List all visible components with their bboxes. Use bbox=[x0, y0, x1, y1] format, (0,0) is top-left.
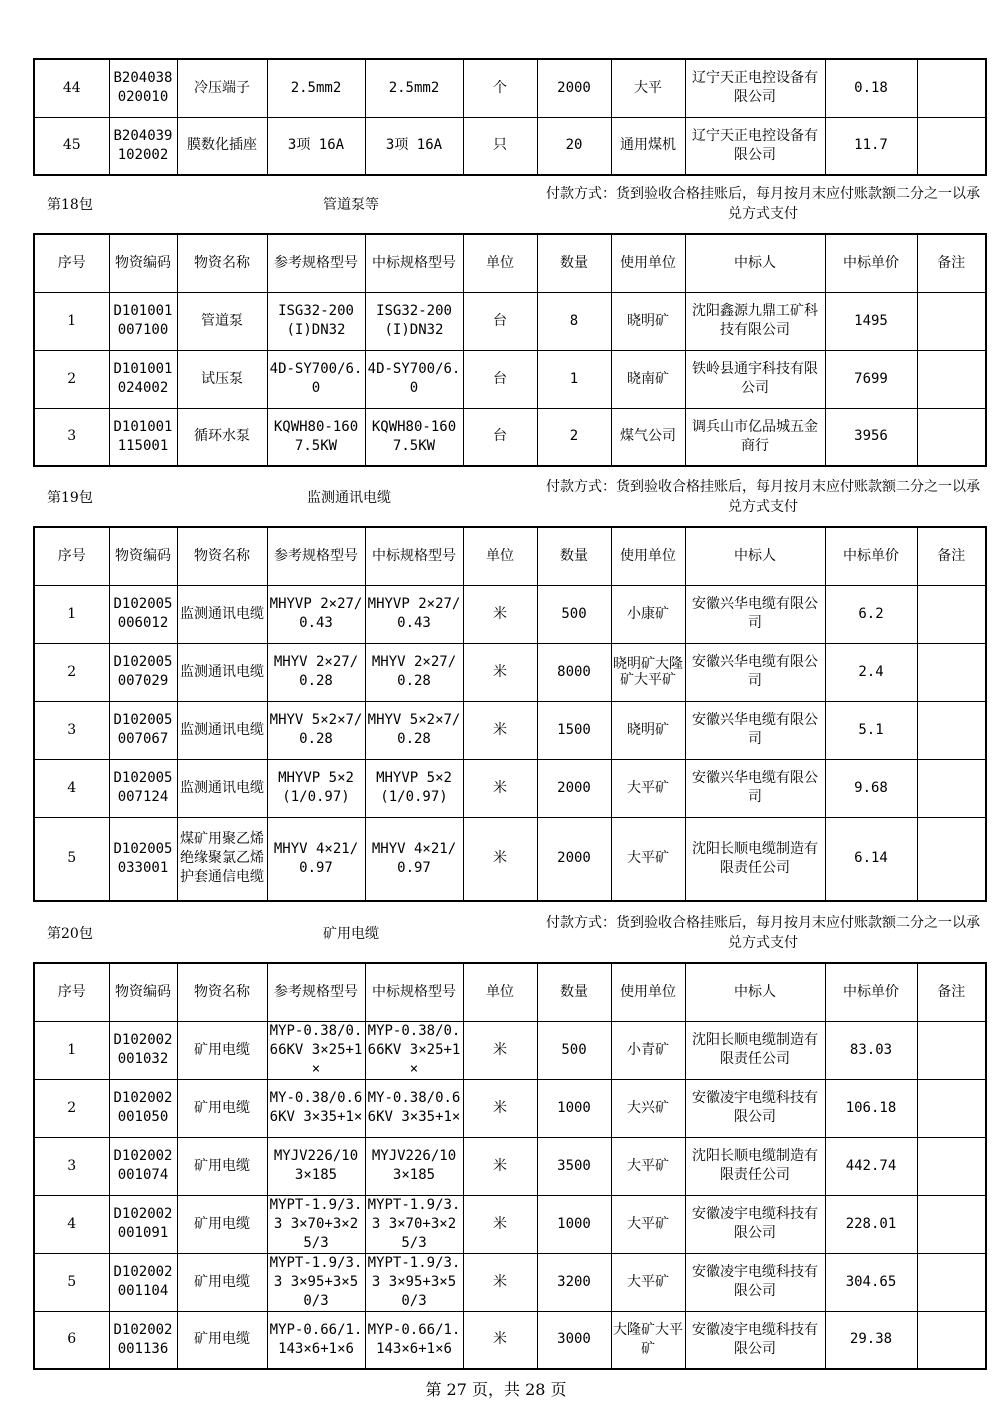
user-cell: 大平矿 bbox=[611, 1253, 685, 1311]
winner-cell: 辽宁天正电控设备有限公司 bbox=[685, 117, 825, 175]
bid-spec-cell: MYP-0.38/0.66KV 3×25+1× bbox=[365, 1021, 463, 1079]
column-header: 中标单价 bbox=[825, 963, 917, 1021]
seq-cell: 1 bbox=[34, 292, 109, 350]
continuation-table bbox=[33, 58, 987, 176]
qty-cell: 2000 bbox=[537, 59, 611, 117]
note-cell bbox=[917, 408, 986, 466]
note-cell bbox=[917, 817, 986, 901]
unit-cell: 个 bbox=[463, 59, 537, 117]
column-header: 数量 bbox=[537, 963, 611, 1021]
note-cell bbox=[917, 1079, 986, 1137]
qty-cell: 3500 bbox=[537, 1137, 611, 1195]
user-cell: 晓明矿 bbox=[611, 292, 685, 350]
note-cell bbox=[917, 701, 986, 759]
seq-cell: 3 bbox=[34, 1137, 109, 1195]
note-cell bbox=[917, 1137, 986, 1195]
package-number: 第18包 bbox=[47, 197, 93, 213]
unit-cell: 米 bbox=[463, 759, 537, 817]
header-row bbox=[34, 963, 986, 1021]
column-header: 中标人 bbox=[685, 527, 825, 585]
user-cell: 晓南矿 bbox=[611, 350, 685, 408]
column-header: 物资编码 bbox=[109, 527, 177, 585]
name-cell: 监测通讯电缆 bbox=[177, 585, 267, 643]
qty-cell: 3000 bbox=[537, 1311, 611, 1369]
package-heading bbox=[33, 182, 985, 232]
winner-cell: 调兵山市亿品城五金商行 bbox=[685, 408, 825, 466]
unit-cell: 米 bbox=[463, 643, 537, 701]
table-row bbox=[34, 1311, 986, 1369]
name-cell: 管道泵 bbox=[177, 292, 267, 350]
table-row bbox=[34, 59, 986, 117]
column-header: 使用单位 bbox=[611, 527, 685, 585]
code-cell: D101001115001 bbox=[109, 408, 177, 466]
qty-cell: 20 bbox=[537, 117, 611, 175]
column-header: 数量 bbox=[537, 234, 611, 292]
winner-cell: 安徽凌宇电缆科技有限公司 bbox=[685, 1195, 825, 1253]
seq-cell: 4 bbox=[34, 1195, 109, 1253]
name-cell: 煤矿用聚乙烯绝缘聚氯乙烯护套通信电缆 bbox=[177, 817, 267, 901]
note-cell bbox=[917, 1253, 986, 1311]
ref-spec-cell: 4D-SY700/6.0 bbox=[267, 350, 365, 408]
winner-cell: 安徽兴华电缆有限公司 bbox=[685, 759, 825, 817]
unit-cell: 米 bbox=[463, 1079, 537, 1137]
code-cell: D102002001104 bbox=[109, 1253, 177, 1311]
price-cell: 6.14 bbox=[825, 817, 917, 901]
qty-cell: 1 bbox=[537, 350, 611, 408]
ref-spec-cell: MYPT-1.9/3.3 3×95+3×50/3 bbox=[267, 1253, 365, 1311]
column-header: 序号 bbox=[34, 234, 109, 292]
package-number: 第19包 bbox=[47, 490, 93, 506]
price-cell: 2.4 bbox=[825, 643, 917, 701]
qty-cell: 8 bbox=[537, 292, 611, 350]
bid-spec-cell: 4D-SY700/6.0 bbox=[365, 350, 463, 408]
winner-cell: 安徽凌宇电缆科技有限公司 bbox=[685, 1079, 825, 1137]
unit-cell: 米 bbox=[463, 1137, 537, 1195]
code-cell: B204039102002 bbox=[109, 117, 177, 175]
table-row bbox=[34, 1079, 986, 1137]
bid-spec-cell: MY-0.38/0.66KV 3×35+1× bbox=[365, 1079, 463, 1137]
price-cell: 83.03 bbox=[825, 1021, 917, 1079]
column-header: 中标单价 bbox=[825, 527, 917, 585]
package-table bbox=[33, 526, 987, 902]
ref-spec-cell: KQWH80-1607.5KW bbox=[267, 408, 365, 466]
column-header: 参考规格型号 bbox=[267, 234, 365, 292]
payment-terms: 付款方式：货到验收合格挂账后，每月按月末应付账款额二分之一以承兑方式支付 bbox=[546, 479, 980, 515]
column-header: 备注 bbox=[917, 234, 986, 292]
package-table bbox=[33, 962, 987, 1370]
price-cell: 106.18 bbox=[825, 1079, 917, 1137]
price-cell: 7699 bbox=[825, 350, 917, 408]
table-row bbox=[34, 350, 986, 408]
price-cell: 1495 bbox=[825, 292, 917, 350]
name-cell: 监测通讯电缆 bbox=[177, 643, 267, 701]
seq-cell: 45 bbox=[34, 117, 109, 175]
price-cell: 11.7 bbox=[825, 117, 917, 175]
column-header: 序号 bbox=[34, 527, 109, 585]
bid-spec-cell: MHYVP 2×27/0.43 bbox=[365, 585, 463, 643]
column-header: 参考规格型号 bbox=[267, 527, 365, 585]
column-header: 中标人 bbox=[685, 234, 825, 292]
ref-spec-cell: ISG32-200(I)DN32 bbox=[267, 292, 365, 350]
winner-cell: 沈阳鑫源九鼎工矿科技有限公司 bbox=[685, 292, 825, 350]
user-cell: 大平矿 bbox=[611, 1195, 685, 1253]
winner-cell: 安徽凌宇电缆科技有限公司 bbox=[685, 1311, 825, 1369]
header-row bbox=[34, 527, 986, 585]
winner-cell: 安徽兴华电缆有限公司 bbox=[685, 701, 825, 759]
note-cell bbox=[917, 292, 986, 350]
price-cell: 0.18 bbox=[825, 59, 917, 117]
name-cell: 矿用电缆 bbox=[177, 1021, 267, 1079]
ref-spec-cell: MYJV226/10 3×185 bbox=[267, 1137, 365, 1195]
column-header: 备注 bbox=[917, 527, 986, 585]
seq-cell: 6 bbox=[34, 1311, 109, 1369]
unit-cell: 台 bbox=[463, 350, 537, 408]
package-title: 管道泵等 bbox=[323, 197, 379, 213]
ref-spec-cell: MYPT-1.9/3.3 3×70+3×25/3 bbox=[267, 1195, 365, 1253]
ref-spec-cell: MHYVP 2×27/0.43 bbox=[267, 585, 365, 643]
seq-cell: 4 bbox=[34, 759, 109, 817]
bid-spec-cell: MHYV 2×27/0.28 bbox=[365, 643, 463, 701]
ref-spec-cell: MHYV 5×2×7/0.28 bbox=[267, 701, 365, 759]
user-cell: 煤气公司 bbox=[611, 408, 685, 466]
code-cell: D102002001032 bbox=[109, 1021, 177, 1079]
bid-spec-cell: ISG32-200(I)DN32 bbox=[365, 292, 463, 350]
price-cell: 6.2 bbox=[825, 585, 917, 643]
bid-spec-cell: MHYV 5×2×7/0.28 bbox=[365, 701, 463, 759]
unit-cell: 台 bbox=[463, 292, 537, 350]
seq-cell: 2 bbox=[34, 643, 109, 701]
name-cell: 矿用电缆 bbox=[177, 1137, 267, 1195]
winner-cell: 沈阳长顺电缆制造有限责任公司 bbox=[685, 1021, 825, 1079]
seq-cell: 3 bbox=[34, 408, 109, 466]
user-cell: 大平矿 bbox=[611, 817, 685, 901]
code-cell: D102005007124 bbox=[109, 759, 177, 817]
column-header: 物资名称 bbox=[177, 527, 267, 585]
column-header: 物资名称 bbox=[177, 234, 267, 292]
table-row bbox=[34, 1195, 986, 1253]
package-title: 矿用电缆 bbox=[323, 926, 379, 942]
ref-spec-cell: MYP-0.38/0.66KV 3×25+1× bbox=[267, 1021, 365, 1079]
name-cell: 试压泵 bbox=[177, 350, 267, 408]
column-header: 单位 bbox=[463, 527, 537, 585]
code-cell: D102002001050 bbox=[109, 1079, 177, 1137]
column-header: 参考规格型号 bbox=[267, 963, 365, 1021]
name-cell: 冷压端子 bbox=[177, 59, 267, 117]
code-cell: D102002001091 bbox=[109, 1195, 177, 1253]
bid-spec-cell: MYP-0.66/1.143×6+1×6 bbox=[365, 1311, 463, 1369]
note-cell bbox=[917, 643, 986, 701]
seq-cell: 1 bbox=[34, 1021, 109, 1079]
seq-cell: 2 bbox=[34, 350, 109, 408]
column-header: 中标规格型号 bbox=[365, 963, 463, 1021]
seq-cell: 2 bbox=[34, 1079, 109, 1137]
table-row bbox=[34, 408, 986, 466]
price-cell: 304.65 bbox=[825, 1253, 917, 1311]
bid-spec-cell: MHYVP 5×2(1/0.97) bbox=[365, 759, 463, 817]
bid-spec-cell: MYPT-1.9/3.3 3×95+3×50/3 bbox=[365, 1253, 463, 1311]
package-heading bbox=[33, 911, 985, 961]
bid-spec-cell: MHYV 4×21/0.97 bbox=[365, 817, 463, 901]
column-header: 中标规格型号 bbox=[365, 527, 463, 585]
winner-cell: 铁岭县通宇科技有限公司 bbox=[685, 350, 825, 408]
column-header: 序号 bbox=[34, 963, 109, 1021]
code-cell: D101001024002 bbox=[109, 350, 177, 408]
name-cell: 循环水泵 bbox=[177, 408, 267, 466]
qty-cell: 1500 bbox=[537, 701, 611, 759]
name-cell: 矿用电缆 bbox=[177, 1195, 267, 1253]
price-cell: 5.1 bbox=[825, 701, 917, 759]
code-cell: D101001007100 bbox=[109, 292, 177, 350]
column-header: 物资名称 bbox=[177, 963, 267, 1021]
code-cell: D102005006012 bbox=[109, 585, 177, 643]
table-row bbox=[34, 817, 986, 901]
unit-cell: 米 bbox=[463, 1311, 537, 1369]
qty-cell: 2000 bbox=[537, 817, 611, 901]
user-cell: 大平矿 bbox=[611, 759, 685, 817]
column-header: 单位 bbox=[463, 963, 537, 1021]
user-cell: 晓明矿 bbox=[611, 701, 685, 759]
note-cell bbox=[917, 350, 986, 408]
code-cell: D102005007067 bbox=[109, 701, 177, 759]
user-cell: 小康矿 bbox=[611, 585, 685, 643]
note-cell bbox=[917, 1021, 986, 1079]
price-cell: 442.74 bbox=[825, 1137, 917, 1195]
bid-spec-cell: MYPT-1.9/3.3 3×70+3×25/3 bbox=[365, 1195, 463, 1253]
name-cell: 监测通讯电缆 bbox=[177, 701, 267, 759]
user-cell: 大平 bbox=[611, 59, 685, 117]
user-cell: 大兴矿 bbox=[611, 1079, 685, 1137]
name-cell: 膜数化插座 bbox=[177, 117, 267, 175]
unit-cell: 米 bbox=[463, 1253, 537, 1311]
winner-cell: 沈阳长顺电缆制造有限责任公司 bbox=[685, 817, 825, 901]
note-cell bbox=[917, 585, 986, 643]
name-cell: 矿用电缆 bbox=[177, 1253, 267, 1311]
note-cell bbox=[917, 117, 986, 175]
price-cell: 3956 bbox=[825, 408, 917, 466]
qty-cell: 500 bbox=[537, 1021, 611, 1079]
table-row bbox=[34, 585, 986, 643]
column-header: 物资编码 bbox=[109, 963, 177, 1021]
ref-spec-cell: 3项 16A bbox=[267, 117, 365, 175]
ref-spec-cell: MHYVP 5×2(1/0.97) bbox=[267, 759, 365, 817]
qty-cell: 1000 bbox=[537, 1195, 611, 1253]
bid-spec-cell: KQWH80-1607.5KW bbox=[365, 408, 463, 466]
payment-terms: 付款方式：货到验收合格挂账后，每月按月末应付账款额二分之一以承兑方式支付 bbox=[546, 186, 980, 222]
code-cell: D102005007029 bbox=[109, 643, 177, 701]
qty-cell: 8000 bbox=[537, 643, 611, 701]
column-header: 备注 bbox=[917, 963, 986, 1021]
table-row bbox=[34, 292, 986, 350]
note-cell bbox=[917, 759, 986, 817]
column-header: 使用单位 bbox=[611, 234, 685, 292]
code-cell: D102002001136 bbox=[109, 1311, 177, 1369]
payment-terms: 付款方式：货到验收合格挂账后，每月按月末应付账款额二分之一以承兑方式支付 bbox=[546, 915, 980, 951]
package-heading bbox=[33, 475, 985, 525]
ref-spec-cell: MHYV 2×27/0.28 bbox=[267, 643, 365, 701]
column-header: 数量 bbox=[537, 527, 611, 585]
winner-cell: 安徽凌宇电缆科技有限公司 bbox=[685, 1253, 825, 1311]
code-cell: B204038020010 bbox=[109, 59, 177, 117]
name-cell: 矿用电缆 bbox=[177, 1079, 267, 1137]
bid-spec-cell: MYJV226/10 3×185 bbox=[365, 1137, 463, 1195]
note-cell bbox=[917, 1195, 986, 1253]
qty-cell: 3200 bbox=[537, 1253, 611, 1311]
table-row bbox=[34, 117, 986, 175]
note-cell bbox=[917, 1311, 986, 1369]
winner-cell: 辽宁天正电控设备有限公司 bbox=[685, 59, 825, 117]
package-table bbox=[33, 233, 987, 467]
package-title: 监测通讯电缆 bbox=[307, 490, 391, 506]
unit-cell: 米 bbox=[463, 1021, 537, 1079]
qty-cell: 1000 bbox=[537, 1079, 611, 1137]
column-header: 中标单价 bbox=[825, 234, 917, 292]
note-cell bbox=[917, 59, 986, 117]
table-row bbox=[34, 1137, 986, 1195]
column-header: 使用单位 bbox=[611, 963, 685, 1021]
code-cell: D102002001074 bbox=[109, 1137, 177, 1195]
column-header: 单位 bbox=[463, 234, 537, 292]
page-footer: 第 27 页，共 28 页 bbox=[425, 1380, 567, 1399]
winner-cell: 沈阳长顺电缆制造有限责任公司 bbox=[685, 1137, 825, 1195]
unit-cell: 米 bbox=[463, 701, 537, 759]
ref-spec-cell: MYP-0.66/1.143×6+1×6 bbox=[267, 1311, 365, 1369]
column-header: 物资编码 bbox=[109, 234, 177, 292]
column-header: 中标规格型号 bbox=[365, 234, 463, 292]
winner-cell: 安徽兴华电缆有限公司 bbox=[685, 585, 825, 643]
user-cell: 大平矿 bbox=[611, 1137, 685, 1195]
user-cell: 小青矿 bbox=[611, 1021, 685, 1079]
table-row bbox=[34, 759, 986, 817]
user-cell: 晓明矿大隆矿大平矿 bbox=[611, 643, 685, 701]
qty-cell: 500 bbox=[537, 585, 611, 643]
price-cell: 29.38 bbox=[825, 1311, 917, 1369]
bid-spec-cell: 3项 16A bbox=[365, 117, 463, 175]
price-cell: 228.01 bbox=[825, 1195, 917, 1253]
seq-cell: 44 bbox=[34, 59, 109, 117]
ref-spec-cell: 2.5mm2 bbox=[267, 59, 365, 117]
unit-cell: 台 bbox=[463, 408, 537, 466]
ref-spec-cell: MY-0.38/0.66KV 3×35+1× bbox=[267, 1079, 365, 1137]
unit-cell: 米 bbox=[463, 1195, 537, 1253]
seq-cell: 1 bbox=[34, 585, 109, 643]
qty-cell: 2 bbox=[537, 408, 611, 466]
unit-cell: 米 bbox=[463, 817, 537, 901]
bid-spec-cell: 2.5mm2 bbox=[365, 59, 463, 117]
user-cell: 大隆矿大平矿 bbox=[611, 1311, 685, 1369]
unit-cell: 只 bbox=[463, 117, 537, 175]
table-row bbox=[34, 1253, 986, 1311]
table-row bbox=[34, 1021, 986, 1079]
seq-cell: 5 bbox=[34, 817, 109, 901]
unit-cell: 米 bbox=[463, 585, 537, 643]
column-header: 中标人 bbox=[685, 963, 825, 1021]
table-row bbox=[34, 701, 986, 759]
name-cell: 矿用电缆 bbox=[177, 1311, 267, 1369]
name-cell: 监测通讯电缆 bbox=[177, 759, 267, 817]
ref-spec-cell: MHYV 4×21/0.97 bbox=[267, 817, 365, 901]
seq-cell: 5 bbox=[34, 1253, 109, 1311]
winner-cell: 安徽兴华电缆有限公司 bbox=[685, 643, 825, 701]
price-cell: 9.68 bbox=[825, 759, 917, 817]
header-row bbox=[34, 234, 986, 292]
package-number: 第20包 bbox=[47, 926, 93, 942]
code-cell: D102005033001 bbox=[109, 817, 177, 901]
user-cell: 通用煤机 bbox=[611, 117, 685, 175]
table-row bbox=[34, 643, 986, 701]
qty-cell: 2000 bbox=[537, 759, 611, 817]
seq-cell: 3 bbox=[34, 701, 109, 759]
